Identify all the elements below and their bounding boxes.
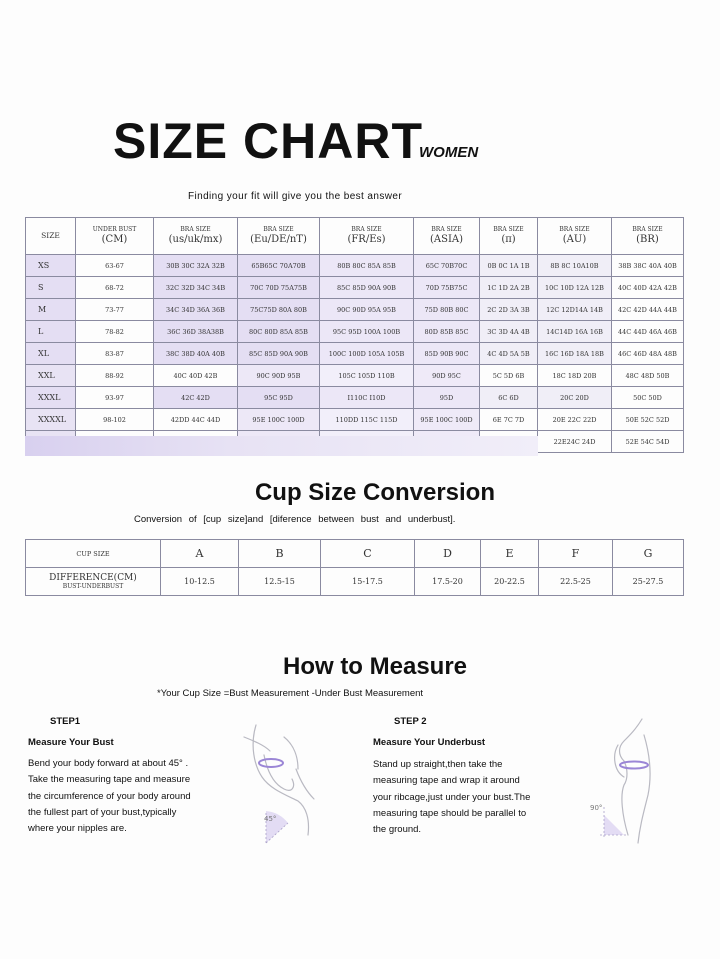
cup-section-subtitle: Conversion of [cup size]and [diference between bust and underbust]. [134,514,456,525]
header-sublabel: (us/uk/mx) [168,233,223,245]
table-cell: 8B 8C 10A10B [538,255,612,277]
table-cell: 83-87 [76,343,154,365]
table-cell: 90C 90D 95A 95B [320,299,414,321]
table-cell: 95C 95D 100A 100B [320,321,414,343]
size-table-header-cell [612,218,684,255]
table-cell: 100C 100D 105A 105B [320,343,414,365]
table-cell: 50E 52C 52D [612,409,684,431]
header-label: UNDER BUST [92,225,137,233]
table-cell: 80C 80D 85A 85B [238,321,320,343]
table-row [26,365,684,387]
cup-size-row [26,540,684,568]
table-cell: 16C 16D 18A 18B [538,343,612,365]
table-cell: 36C 36D 38A38B [154,321,238,343]
difference-cell: 17.5-20 [415,568,481,596]
table-cell: 42C 42D 44A 44B [612,299,684,321]
header-label: BRA SIZE [431,225,462,233]
difference-row [26,568,684,596]
table-cell: 38C 38D 40A 40B [154,343,238,365]
table-cell: 95C 95D [238,387,320,409]
table-cell: 0B 0C 1A 1B [480,255,538,277]
size-table-header-cell [154,218,238,255]
table-cell: 4C 4D 5A 5B [480,343,538,365]
header-sublabel: (BR) [636,233,659,245]
table-cell: 3C 3D 4A 4B [480,321,538,343]
cup-letter-cell: D [415,540,481,568]
step1-line: Bend your body forward at about 45° . [28,758,189,769]
table-cell: 65C 70B70C [414,255,480,277]
step2-line: measuring tape should be parallel to [373,807,527,819]
step1-line: the circumference of your body around [28,790,191,802]
header-sublabel: (CM) [101,233,128,245]
howto-subtitle: *Your Cup Size =Bust Measurement -Under Bust Measurement [157,688,424,699]
difference-label-cell [26,568,161,596]
table-row [26,409,684,431]
table-cell: 73-77 [76,299,154,321]
table-row [26,387,684,409]
difference-cell: 20-22.5 [481,568,539,596]
table-cell: 1C 1D 2A 2B [480,277,538,299]
table-cell: 6C 6D [480,387,538,409]
cup-letter-cell: G [613,540,684,568]
difference-cell: 15-17.5 [321,568,415,596]
table-cell: 46C 46D 48A 48B [612,343,684,365]
table-cell: 85D 90B 90C [414,343,480,365]
step1-label: STEP1 [50,716,81,727]
header-label: BRA SIZE [263,225,294,233]
table-cell: 44C 44D 46A 46B [612,321,684,343]
header-label: BRA SIZE [180,225,211,233]
header-sublabel: (AU) [562,233,587,245]
table-cell: 80B 80C 85A 85B [320,255,414,277]
size-cell: XL [26,343,76,365]
header-label: SIZE [41,230,60,240]
table-cell: 30B 30C 32A 32B [154,255,238,277]
step1-heading: Measure Your Bust [28,737,114,748]
table-cell: 20C 20D [538,387,612,409]
table-cell: 95E 100C 100D [414,409,480,431]
table-cell: 95E 100C 100D [238,409,320,431]
table-cell: 5C 5D 6B [480,365,538,387]
page-subtitle: WOMEN [419,144,479,161]
table-cell: 32C 32D 34C 34B [154,277,238,299]
size-cell: XXXL [26,387,76,409]
size-cell: M [26,299,76,321]
step2-line: Stand up straight,then take the [373,759,503,770]
angle-label-90: 90° [590,804,603,812]
size-cell: S [26,277,76,299]
size-table-header [26,218,684,255]
table-cell: 105C 105D 110B [320,365,414,387]
table-row [26,299,684,321]
header-label: BRA SIZE [632,225,663,233]
table-cell: 48C 48D 50B [612,365,684,387]
size-table-header-cell [238,218,320,255]
table-cell: 80D 85B 85C [414,321,480,343]
difference-sublabel: BUST-UNDERBUST [62,583,124,590]
cup-table [25,539,684,596]
table-cell: 2C 2D 3A 3B [480,299,538,321]
table-cell: 12C 12D14A 14B [538,299,612,321]
decorative-shade-band [25,436,538,456]
step2-line: your ribcage,just under your bust.The [373,791,531,803]
step1-line: Take the measuring tape and measure [28,774,191,786]
header-label: BRA SIZE [493,225,524,233]
tagline: Finding your fit will give you the best answer [188,191,403,202]
size-table-header-cell [76,218,154,255]
header-sublabel: (ASIA) [429,233,464,245]
table-cell: 52E 54C 54D [612,431,684,453]
size-cell: XXXXL [26,409,76,431]
table-cell: 38B 38C 40A 40B [612,255,684,277]
table-row [26,255,684,277]
cup-letter-cell: A [161,540,239,568]
table-cell: 34C 34D 36A 36B [154,299,238,321]
table-cell: 18C 18D 20B [538,365,612,387]
table-cell: 95D [414,387,480,409]
table-cell: 88-92 [76,365,154,387]
table-cell: 70D 75B75C [414,277,480,299]
table-cell: 63-67 [76,255,154,277]
cup-letter-cell: C [321,540,415,568]
table-cell: 68-72 [76,277,154,299]
difference-cell: 10-12.5 [161,568,239,596]
step2-line: measuring tape and wrap it around [373,775,520,787]
table-cell: 22E24C 24D [538,431,612,453]
step2-label: STEP 2 [394,716,427,727]
table-cell: 90D 95C [414,365,480,387]
size-cell: XS [26,255,76,277]
table-cell: I110C I10D [320,387,414,409]
size-table-header-cell [26,218,76,255]
size-table-header-cell [480,218,538,255]
cup-size-label: CUP SIZE [26,540,161,568]
underbust-measure-figure [578,715,673,845]
table-cell: 85C 85D 90A 90B [238,343,320,365]
table-cell: 75D 80B 80C [414,299,480,321]
table-row [26,321,684,343]
size-table-header-cell [538,218,612,255]
step2-heading: Measure Your Underbust [373,737,486,748]
cup-letter-cell: B [239,540,321,568]
size-cell: L [26,321,76,343]
step2-line: the ground. [373,824,422,836]
table-cell: 65B65C 70A70B [238,255,320,277]
bust-measure-figure [236,715,341,845]
size-table-body [26,255,684,453]
size-table-header-cell [414,218,480,255]
table-cell: 42DD 44C 44D [154,409,238,431]
size-table-header-cell [320,218,414,255]
table-cell: 40C 40D 42A 42B [612,277,684,299]
step1-line: where your nipples are. [28,823,127,835]
angle-label-45: 45° [264,815,277,823]
table-cell: 14C14D 16A 16B [538,321,612,343]
table-cell: 40C 40D 42B [154,365,238,387]
table-cell: 85C 85D 90A 90B [320,277,414,299]
table-cell: 10C 10D 12A 12B [538,277,612,299]
table-cell: 110DD 115C 115D [320,409,414,431]
step2-text [373,757,548,838]
table-row [26,343,684,365]
howto-title: How to Measure [282,653,468,680]
table-cell: 90C 90D 95B [238,365,320,387]
table-cell: 93-97 [76,387,154,409]
size-table [25,217,684,453]
difference-cell: 12.5-15 [239,568,321,596]
table-cell: 42C 42D [154,387,238,409]
header-sublabel: (FR/Es) [347,233,386,245]
table-row [26,277,684,299]
table-cell: 6E 7C 7D [480,409,538,431]
cup-letter-cell: E [481,540,539,568]
header-sublabel: (Eu/DE/nT) [250,233,307,245]
table-cell: 98-102 [76,409,154,431]
step1-text [28,756,233,837]
table-cell: 20E 22C 22D [538,409,612,431]
table-cell: 78-82 [76,321,154,343]
difference-cell: 25-27.5 [613,568,684,596]
page-title: SIZE CHART [113,113,423,169]
table-cell: 50C 50D [612,387,684,409]
header-label: BRA SIZE [559,225,590,233]
header-label: BRA SIZE [351,225,382,233]
header-sublabel: (π) [501,233,516,245]
table-cell: 75C75D 80A 80B [238,299,320,321]
table-cell: 70C 70D 75A75B [238,277,320,299]
step1-line: the fullest part of your bust,typically [28,806,177,818]
cup-section-title: Cup Size Conversion [254,479,496,506]
difference-cell: 22.5-25 [539,568,613,596]
size-cell: XXL [26,365,76,387]
cup-letter-cell: F [539,540,613,568]
difference-label: DIFFERENCE(CM) [49,573,137,583]
